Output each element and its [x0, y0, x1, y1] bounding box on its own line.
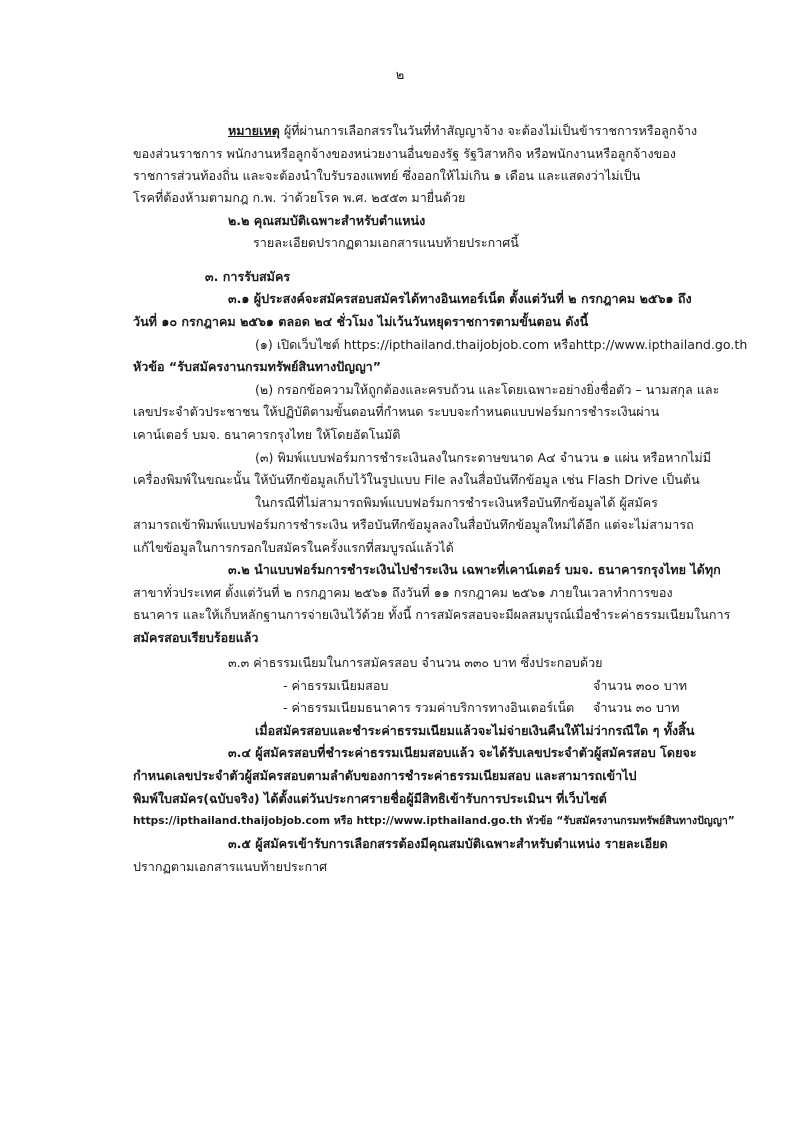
note-label: หมายเหตุ: [228, 123, 280, 138]
page-number: ๒: [395, 68, 405, 83]
note-text-1: ผู้ที่ผ่านการเลือกสรรในวันที่ทำสัญญาจ้าง จะต้องไม่เป็นข้าราชการหรือลูกจ้าง: [283, 123, 698, 138]
section-3-3-line-1: ๓.๓ ค่าธรรมเนียมในการสมัครสอบ จำนวน ๓๓๐ บาท ซึ่งประกอบด้วย: [228, 655, 603, 670]
section-3-heading: ๓. การรับสมัคร: [205, 269, 291, 284]
section-3-2-line-1: ๓.๒ นำแบบฟอร์มการชำระเงินไปชำระเงิน เฉพาะที่เคาน์เตอร์ บมจ. ธนาคารกรุงไทย ได้ทุก: [228, 562, 721, 577]
step-3-line-5: แก้ไขข้อมูลในการกรอกใบสมัครในครั้งแรกที่สมบูรณ์แล้วได้: [133, 540, 454, 555]
step-1-topic: หัวข้อ “รับสมัครงานกรมทรัพย์สินทางปัญญา”: [133, 359, 382, 374]
section-3-4-line-2: กำหนดเลขประจำตัวผู้สมัครสอบตามลำดับของการชำระค่าธรรมเนียมสอบ และสามารถเข้าไป: [133, 768, 637, 783]
section-3-2-line-3: ธนาคาร และให้เก็บหลักฐานการจ่ายเงินไว้ด้วย ทั้งนี้ การสมัครสอบจะมีผลสมบูรณ์เมื่อชำระค่าธรรมเนียมในการ: [133, 607, 731, 622]
section-2-2-heading: ๒.๒ คุณสมบัติเฉพาะสำหรับตำแหน่ง: [228, 213, 426, 228]
note-line-1: [228, 122, 738, 140]
section-3-4-line-1: ๓.๔ ผู้สมัครสอบที่ชำระค่าธรรมเนียมสอบแล้ว จะได้รับเลขประจำตัวผู้สมัครสอบ โดยจะ: [228, 745, 697, 760]
note-line-2: ของส่วนราชการ พนักงานหรือลูกจ้างของหน่วยงานอื่นของรัฐ รัฐวิสาหกิจ หรือพนักงานหรือลูกจ้างของ: [133, 146, 676, 161]
section-3-4-line-4: https://ipthailand.thaijobjob.com หรือ http://www.ipthailand.go.th หัวข้อ “รับสมัครงานกรมทรัพย์สินทางปัญญา”: [133, 815, 735, 827]
section-3-5-line-2: ปรากฏตามเอกสารแนบท้ายประกาศ: [133, 859, 328, 874]
step-3-line-2: เครื่องพิมพ์ในขณะนั้น ให้บันทึกข้อมูลเก็บไว้ในรูปแบบ File ลงในสื่อบันทึกข้อมูล เช่น Flash Drive เป็นต้น: [133, 472, 700, 487]
refund-note: เมื่อสมัครสอบและชำระค่าธรรมเนียมแล้วจะไม่จ่ายเงินคืนให้ไม่ว่ากรณีใด ๆ ทั้งสิ้น: [255, 723, 695, 738]
step-3-line-4: สามารถเข้าพิมพ์แบบฟอร์มการชำระเงิน หรือบันทึกข้อมูลลงในสื่อบันทึกข้อมูลใหม่ได้อีก แต่จะไม่สามารถ: [133, 517, 694, 532]
step-1-text: (๑) เปิดเว็บไซต์ https://ipthailand.thaijobjob.com หรือ: [255, 337, 576, 352]
step-3-line-3: ในกรณีที่ไม่สามารถพิมพ์แบบฟอร์มการชำระเงินหรือบันทึกข้อมูลได้ ผู้สมัคร: [255, 495, 658, 510]
note-line-4: โรคที่ต้องห้ามตามกฎ ก.พ. ว่าด้วยโรค พ.ศ. ๒๕๕๓ มายื่นด้วย: [133, 190, 466, 205]
step-1-url: http://www.ipthailand.go.th: [575, 337, 748, 352]
section-3-2-line-4: สมัครสอบเรียบร้อยแล้ว: [133, 630, 259, 645]
step-2-line-2: เลขประจำตัวประชาชน ให้ปฏิบัติตามขั้นตอนที่กำหนด ระบบจะกำหนดแบบฟอร์มการชำระเงินผ่าน: [133, 404, 660, 419]
section-3-5-line-1: ๓.๕ ผู้สมัครเข้ารับการเลือกสรรต้องมีคุณสมบัติเฉพาะสำหรับตำแหน่ง รายละเอียด: [228, 836, 668, 851]
section-3-1-line-1: ๓.๑ ผู้ประสงค์จะสมัครสอบสมัครได้ทางอินเทอร์เน็ต ตั้งแต่วันที่ ๒ กรกฎาคม ๒๕๖๑ ถึง: [228, 291, 692, 306]
fee-amount-1: จำนวน ๓๐๐ บาท: [593, 678, 688, 693]
section-3-4-line-3: พิมพ์ใบสมัคร(ฉบับจริง) ได้ตั้งแต่วันประกาศรายชื่อผู้มีสิทธิเข้ารับการประเมินฯ ที่เว็บไซต์: [133, 791, 607, 806]
note-line-3: ราชการส่วนท้องถิ่น และจะต้องนำใบรับรองแพทย์ ซึ่งออกให้ไม่เกิน ๑ เดือน และแสดงว่าไม่เป็น: [133, 168, 641, 183]
fee-label-2: - ค่าธรรมเนียมธนาคาร รวมค่าบริการทางอินเตอร์เน็ต: [283, 700, 575, 715]
step-3-line-1: (๓) พิมพ์แบบฟอร์มการชำระเงินลงในกระดาษขนาด A๔ จำนวน ๑ แผ่น หรือหากไม่มี: [255, 450, 712, 465]
section-2-2-detail: รายละเอียดปรากฏตามเอกสารแนบท้ายประกาศนี้: [253, 235, 519, 250]
section-3-2-line-2: สาขาทั่วประเทศ ตั้งแต่วันที่ ๒ กรกฎาคม ๒๕๖๑ ถึงวันที่ ๑๑ กรกฎาคม ๒๕๖๑ ภายในเวลาทำการของ: [133, 585, 673, 600]
fee-label-1: - ค่าธรรมเนียมสอบ: [283, 678, 389, 693]
step-2-line-1: (๒) กรอกข้อความให้ถูกต้องและครบถ้วน และโดยเฉพาะอย่างยิ่งชื่อตัว – นามสกุล และ: [255, 382, 720, 397]
step-2-line-3: เคาน์เตอร์ บมจ. ธนาคารกรุงไทย ให้โดยอัตโนมัติ: [133, 427, 401, 442]
step-1-line: [255, 336, 748, 354]
fee-amount-2: จำนวน ๓๐ บาท: [593, 700, 680, 715]
section-3-1-line-2: วันที่ ๑๐ กรกฎาคม ๒๕๖๑ ตลอด ๒๔ ชั่วโมง ไม่เว้นวันหยุดราชการตามขั้นตอน ดังนี้: [133, 314, 589, 329]
